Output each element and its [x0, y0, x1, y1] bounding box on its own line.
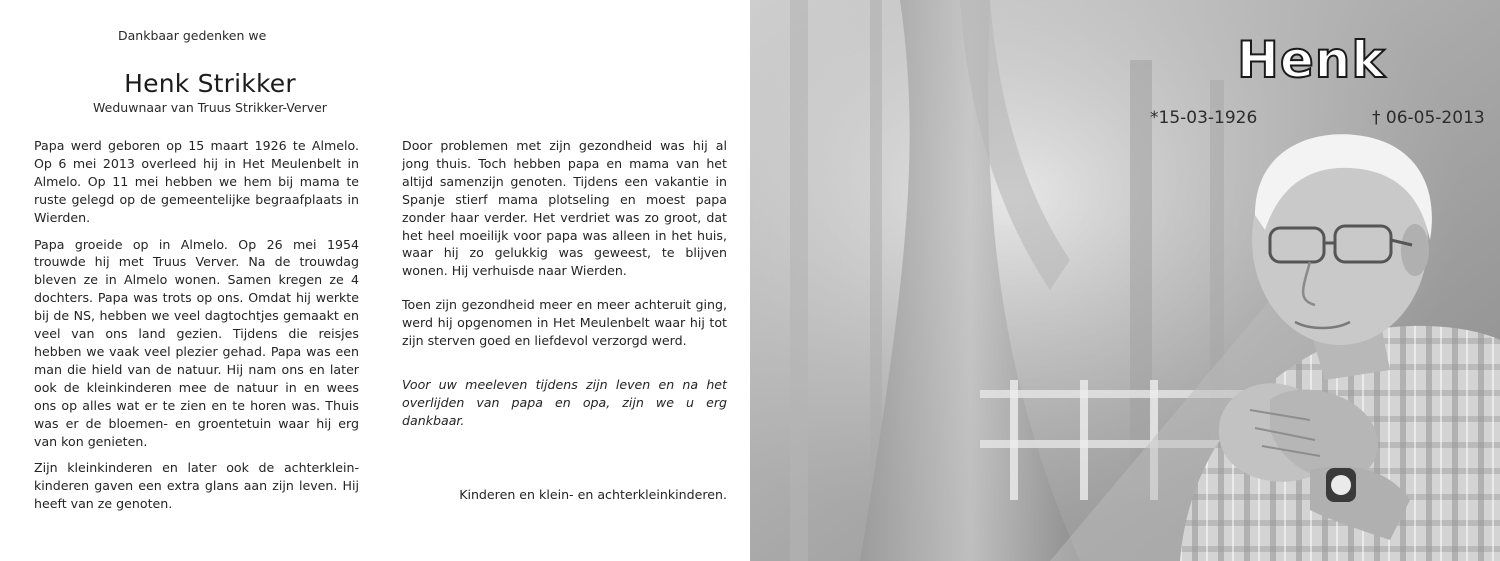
text-column-1 — [34, 137, 359, 522]
photo-illustration — [750, 0, 1500, 561]
paragraph-care: Toen zijn gezondheid meer en meer achteruit ging, werd hij opgenomen in Het Meulenbelt waar hij tot zijn sterven goed en liefdevol verzorgd werd. — [402, 297, 727, 349]
widower-subtitle: Weduwnaar van Truus Strikker-Verver — [93, 100, 327, 115]
portrait-photo — [750, 0, 1500, 561]
thanks-text: Voor uw meeleven tijdens zijn leven en na het overlijden van papa en opa, zijn we u erg dankbaar. — [402, 376, 727, 428]
signoff-text: Kinderen en klein- en achterkleinkinderen. — [459, 487, 727, 502]
paragraph-health: Door problemen met zijn gezondheid was hij al jong thuis. Toch hebben papa en mama van het altijd samenzijn genoten. Tijdens een vakantie in Spanje stierf mama plotseling en moest papa zonder haar verder. Het verdriet was zo groot, dat het heel moeilijk voor papa was alleen in het huis, waar hij zo gelukkig was geweest, te blijven wonen. Hij verhuisde naar Wierden. — [402, 138, 727, 279]
text-column-2 — [402, 137, 727, 439]
birth-date: *15-03-1926 — [1150, 108, 1258, 128]
deceased-name: Henk Strikker — [124, 69, 296, 98]
death-date: † 06-05-2013 — [1372, 108, 1485, 128]
intro-text: Dankbaar gedenken we — [118, 28, 267, 43]
paragraph-birth-death: Papa werd geboren op 15 maart 1926 te Almelo. Op 6 mei 2013 overleed hij in Het Meulenbelt in Almelo. Op 11 mei hebben we hem bij mama te ruste gelegd op de gemeentelijke begraafplaats in Wierden. — [34, 138, 359, 225]
paragraph-life: Papa groeide op in Almelo. Op 26 mei 1954 trouwde hij met Truus Verver. Na de trouwdag bleven ze in Almelo wonen. Samen kregen ze 4 dochters. Papa was trots op ons. Omdat hij werkte bij de NS, hebben we veel dagtochtjes gemaakt en veel van ons land gezien. Tijdens die reisjes hebben we vaak veel plezier gehad. Papa was een man die hield van de natuur. Hij nam ons en later ook de kleinkinderen mee de natuur in en wees ons op alles wat er te zien en te horen was. Thuis was er de bloemen- en groentetuin waar hij erg van kon genieten. — [34, 236, 359, 449]
paragraph-grandchildren: Zijn kleinkinderen en later ook de achterklein-kinderen gaven een extra glans aan zijn leven. Hij heeft van ze genoten. — [34, 460, 359, 512]
name-block — [60, 68, 360, 115]
photo-title-name: Henk — [1237, 31, 1386, 89]
